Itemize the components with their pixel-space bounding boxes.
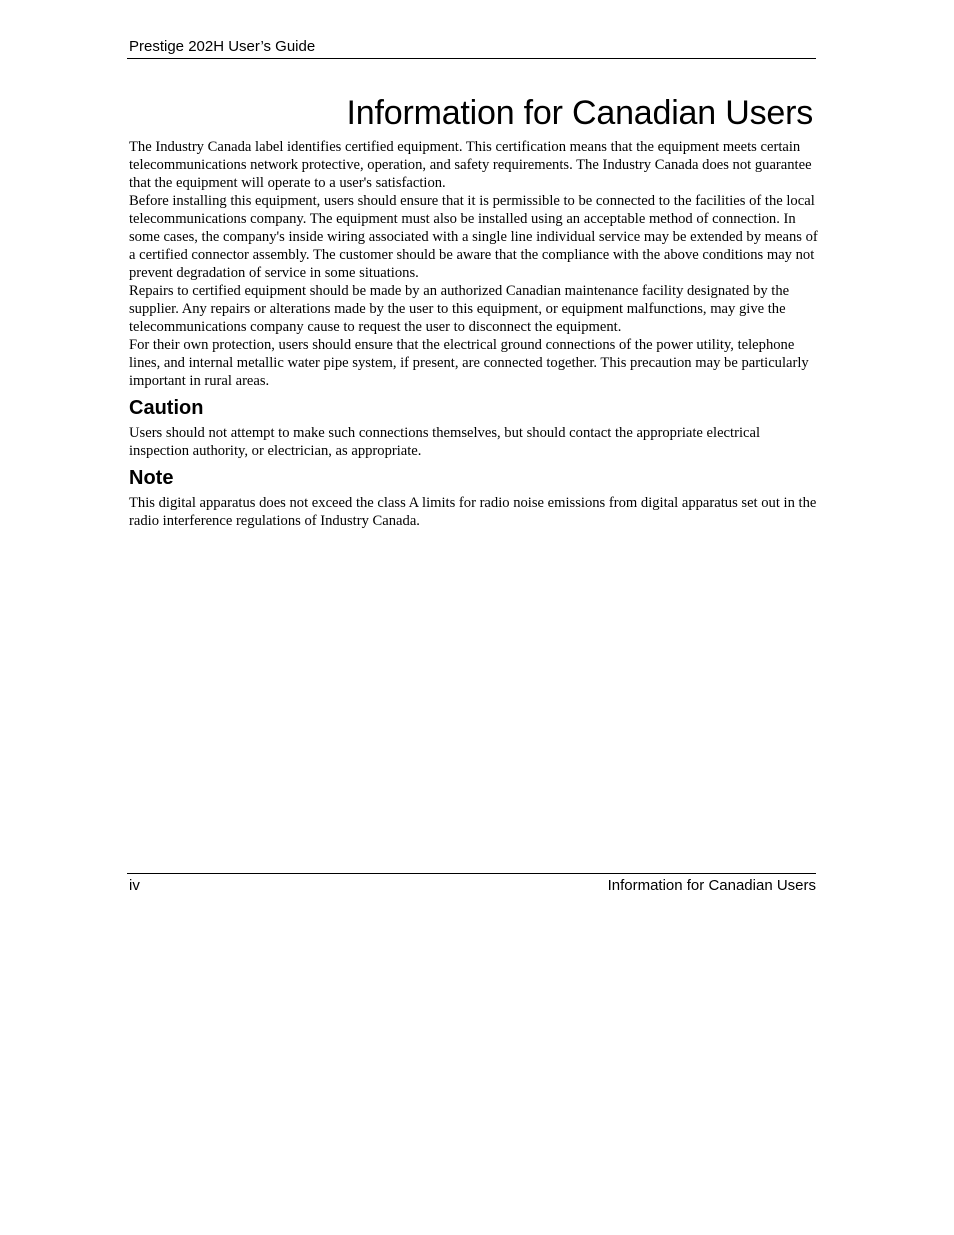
page-header <box>127 36 816 59</box>
note-text: This digital apparatus does not exceed the class A limits for radio noise emissions from digital apparatus set out in the radio interference regulations of Industry Canada. <box>129 495 817 529</box>
page-footer <box>127 873 816 896</box>
caution-text: Users should not attempt to make such connections themselves, but should contact the appropriate electrical inspection authority, or electrician, as appropriate. <box>129 425 761 459</box>
document-body <box>129 138 819 530</box>
header-guide-title: Prestige 202H User’s Guide <box>129 38 316 55</box>
footer-section-title: Information for Canadian Users <box>607 877 816 894</box>
footer-page-number: iv <box>129 877 140 894</box>
page-title: Information for Canadian Users <box>346 94 813 132</box>
paragraph-grounding: For their own protection, users should ensure that the electrical ground connections of the power utility, telephone lines, and internal metallic water pipe system, if present, are connected together. This precaution may be particularly important in rural areas. <box>129 337 809 389</box>
caution-heading: Caution <box>129 397 204 419</box>
paragraph-installation: Before installing this equipment, users should ensure that it is permissible to be connected to the facilities of the local telecommunications company. The equipment must also be installed using an acceptable method of connection. In some cases, the company's inside wiring associated with a single line individual service may be extended by means of a certified connector assembly. The customer should be aware that the compliance with the above conditions may not prevent degradation of service in some situations. <box>129 193 818 281</box>
paragraph-repairs: Repairs to certified equipment should be made by an authorized Canadian maintenance facility designated by the supplier. Any repairs or alterations made by the user to this equipment, or equipment malfunctions, may give the telecommunications company cause to request the user to disconnect the equipment. <box>129 283 790 335</box>
note-heading: Note <box>129 467 174 489</box>
paragraph-certification: The Industry Canada label identifies certified equipment. This certification means that the equipment meets certain telecommunications network protective, operation, and safety requirements. The Industry Canada does not guarantee that the equipment will operate to a user's satisfaction. <box>129 139 812 191</box>
